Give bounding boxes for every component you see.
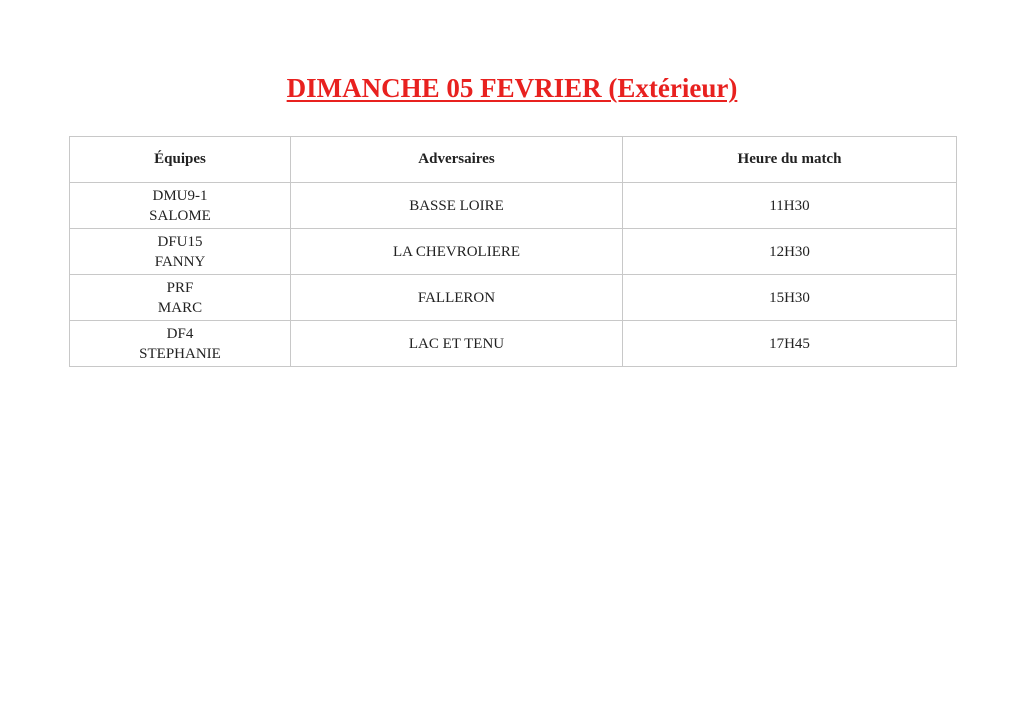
player-name: STEPHANIE — [139, 345, 221, 362]
player-name: MARC — [157, 299, 203, 316]
table-header-row — [70, 137, 957, 183]
match-time-cell: 11H30 — [623, 183, 957, 229]
team-cell — [70, 321, 291, 367]
team-name: DF4 — [166, 325, 194, 342]
team-name: DFU15 — [157, 233, 203, 250]
opponent-cell: BASSE LOIRE — [291, 183, 623, 229]
team-cell — [70, 229, 291, 275]
team-cell — [70, 183, 291, 229]
table-body — [70, 183, 957, 367]
opponent-cell: LAC ET TENU — [291, 321, 623, 367]
column-header-opponents: Adversaires — [291, 137, 623, 183]
player-name: FANNY — [154, 253, 206, 270]
team-cell — [70, 275, 291, 321]
opponent-cell: LA CHEVROLIERE — [291, 229, 623, 275]
player-name: SALOME — [149, 207, 211, 224]
table-row — [70, 229, 957, 275]
match-schedule-table — [69, 136, 957, 367]
table-row — [70, 183, 957, 229]
match-time-cell: 15H30 — [623, 275, 957, 321]
opponent-cell: FALLERON — [291, 275, 623, 321]
match-time-cell: 17H45 — [623, 321, 957, 367]
table-header — [70, 137, 957, 183]
table-row — [70, 321, 957, 367]
column-header-teams: Équipes — [70, 137, 291, 183]
page-title: DIMANCHE 05 FEVRIER (Extérieur) — [286, 73, 738, 103]
team-name: DMU9-1 — [152, 187, 208, 204]
table-row — [70, 275, 957, 321]
column-header-match-time: Heure du match — [623, 137, 957, 183]
match-time-cell: 12H30 — [623, 229, 957, 275]
team-name: PRF — [166, 279, 194, 296]
